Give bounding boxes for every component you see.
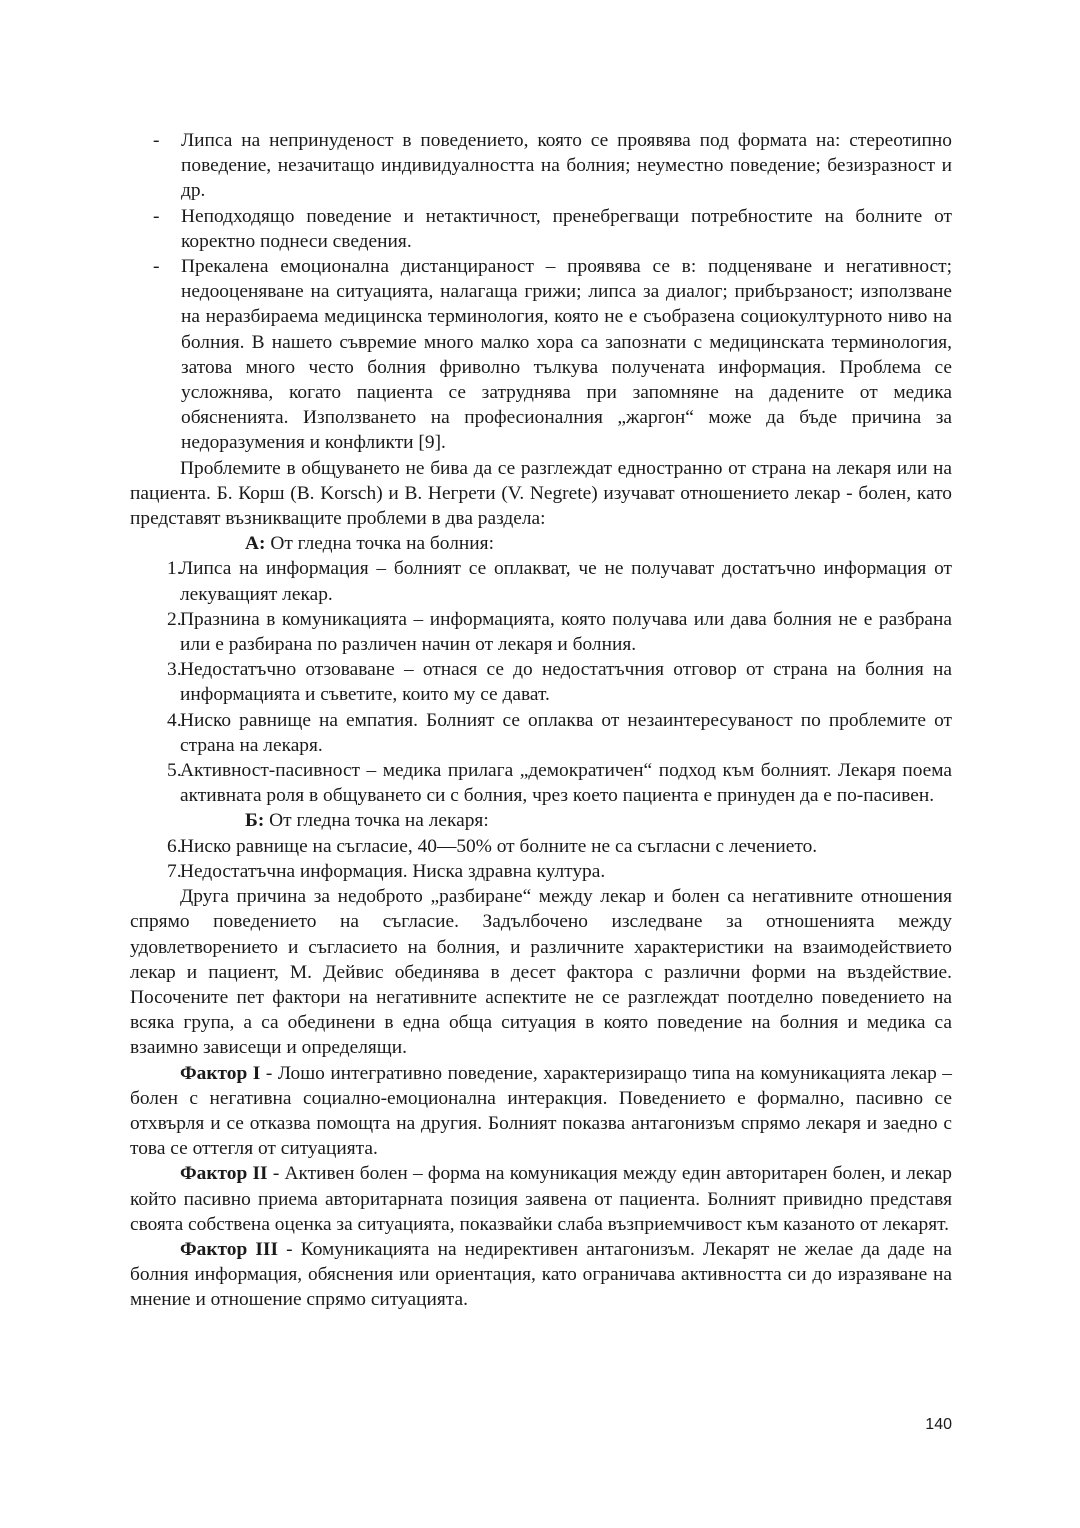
numbered-item-text: Ниско равнище на емпатия. Болният се оплаква от незаинтересуваност по проблемите от страна на лекаря. bbox=[180, 709, 952, 756]
factor-label: Фактор II bbox=[180, 1163, 268, 1185]
section-b-heading bbox=[130, 808, 952, 833]
section-b-title: От гледна точка на лекаря: bbox=[264, 810, 489, 832]
item-number: 6. bbox=[167, 835, 182, 857]
dash-marker: - bbox=[153, 256, 160, 278]
dash-item-text: Липса на непринуденост в поведението, която се проявява под формата на: стереотипно поведение, незачитащо индивидуалността на болния; неуместно поведение; безизразност и др. bbox=[181, 130, 952, 202]
numbered-list-item bbox=[130, 556, 952, 606]
dash-marker: - bbox=[153, 130, 160, 151]
factor-paragraph bbox=[130, 1161, 952, 1237]
numbered-item-text: Недостатъчна информация. Ниска здравна култура. bbox=[180, 860, 606, 882]
dash-item-text: Прекалена емоционална дистанцираност – проявява се в: подценяване и негативност; недооценяване на ситуацията, налагаща грижи; липса за диалог; прибързаност; използване на неразбираема медицинска терминология, която не е съобразена социокултурното ниво на болния. В нашето съвремие много малко хора са запознати с медицинската терминология, затова много често болния фриволно тълкува получената информация. Проблема се усложнява, когато пациента се затруднява при запомняне на дадените от медика обясненията. Използването на професионалния „жаргон“ може да бъде причина за недоразумения и конфликти [9]. bbox=[181, 256, 952, 454]
factor-label: Фактор III bbox=[180, 1238, 279, 1260]
factor-text: - Лошо интегративно поведение, характеризиращо типа на комуникацията лекар – болен с негативна социално-емоционална интеракция. Поведението е формално, пасивно се отхвърля и се отказва помощта на другия. Болният показва антагонизъм спрямо лекаря и заедно с това се оттегля от ситуацията. bbox=[130, 1062, 953, 1160]
factor-paragraph bbox=[130, 1237, 952, 1313]
numbered-list-item bbox=[130, 834, 952, 859]
numbered-item-text: Ниско равнище на съгласие, 40—50% от болните не са съгласни с лечението. bbox=[180, 835, 818, 857]
factor-text: - Активен болен – форма на комуникация между един авторитарен болен, и лекар който пасивно приема авторитарната позиция заявена от пациента. Болният привидно представя своята собствена оценка за ситуацията, показвайки слаба възприемчивост към казаното от лекарят. bbox=[130, 1163, 952, 1235]
numbered-item-text: Празнина в комуникацията – информацията, която получава или дава болния не е разбрана или е разбирана по различен начин от лекаря и болния. bbox=[180, 608, 952, 656]
numbered-list-item bbox=[130, 859, 952, 884]
dash-list-item bbox=[130, 204, 952, 254]
dash-item-text: Неподходящо поведение и нетактичност, пренебрегващи потребностите на болните от коректно поднеси сведения. bbox=[181, 205, 952, 252]
item-number: 3. bbox=[167, 659, 182, 681]
numbered-list-item bbox=[130, 758, 952, 808]
numbered-list-item bbox=[130, 607, 952, 657]
numbered-item-text: Активност-пасивност – медика прилага „демократичен“ подход към болният. Лекаря поема активната роля в общуването си с болния, чрез което пациента е принуден да е по-пасивен. bbox=[180, 760, 952, 807]
dash-list-item bbox=[130, 254, 952, 456]
page-number: 140 bbox=[925, 1416, 952, 1433]
section-b-label: Б: bbox=[245, 810, 265, 832]
factor-text: - Комуникацията на недирективен антагонизъм. Лекарят не желае да даде на болния информация, обяснения или ориентация, като ограничава активността си до изразяване на мнение и отношение спрямо ситуацията. bbox=[130, 1238, 952, 1311]
davis-paragraph: Друга причина за недоброто „разбиране“ между лекар и болен са негативните отношения спрямо поведението на съгласие. Задълбочено изследване за отношенията между удовлетворението и съгласието на болния, и различните характеристики на взаимодействието лекар и пациент, М. Дейвис обединява в десет фактора с различни форми на въздействие. Посочените пет фактори на негативните аспектите не се разглеждат поотделно поведението на всяка група, а са обединени в една обща ситуация в която поведение на болния и медика са взаимно зависещи и определящи. bbox=[130, 886, 952, 1059]
item-number: 7. bbox=[167, 860, 182, 882]
numbered-list-item bbox=[130, 657, 952, 707]
item-number: 5. bbox=[167, 760, 182, 782]
dash-marker: - bbox=[153, 205, 160, 227]
intro-paragraph: Проблемите в общуването не бива да се разглеждат едностранно от страна на лекаря или на пациента. Б. Корш (B. Korsch) и В. Негрети (V. Negrete) изучават отношението лекар - болен, като представят възникващите проблеми в два раздела: bbox=[130, 457, 952, 530]
page-body bbox=[130, 128, 952, 1313]
item-number: 2. bbox=[167, 608, 182, 630]
numbered-item-text: Липса на информация – болният се оплакват, че не получават достатъчно информация от лекуващият лекар. bbox=[180, 558, 952, 605]
factor-label: Фактор I bbox=[180, 1062, 261, 1084]
factor-paragraph bbox=[130, 1061, 952, 1162]
item-number: 1. bbox=[167, 558, 182, 580]
numbered-item-text: Недостатъчно отзоваване – отнася се до недостатъчния отговор от страна на болния на информацията и съветите, които му се дават. bbox=[180, 659, 952, 706]
section-a-label: А: bbox=[245, 533, 266, 555]
section-a-title: От гледна точка на болния: bbox=[265, 533, 494, 555]
dash-list-item bbox=[130, 128, 952, 204]
section-a-heading bbox=[130, 531, 952, 556]
item-number: 4. bbox=[167, 709, 182, 731]
numbered-list-item bbox=[130, 708, 952, 758]
